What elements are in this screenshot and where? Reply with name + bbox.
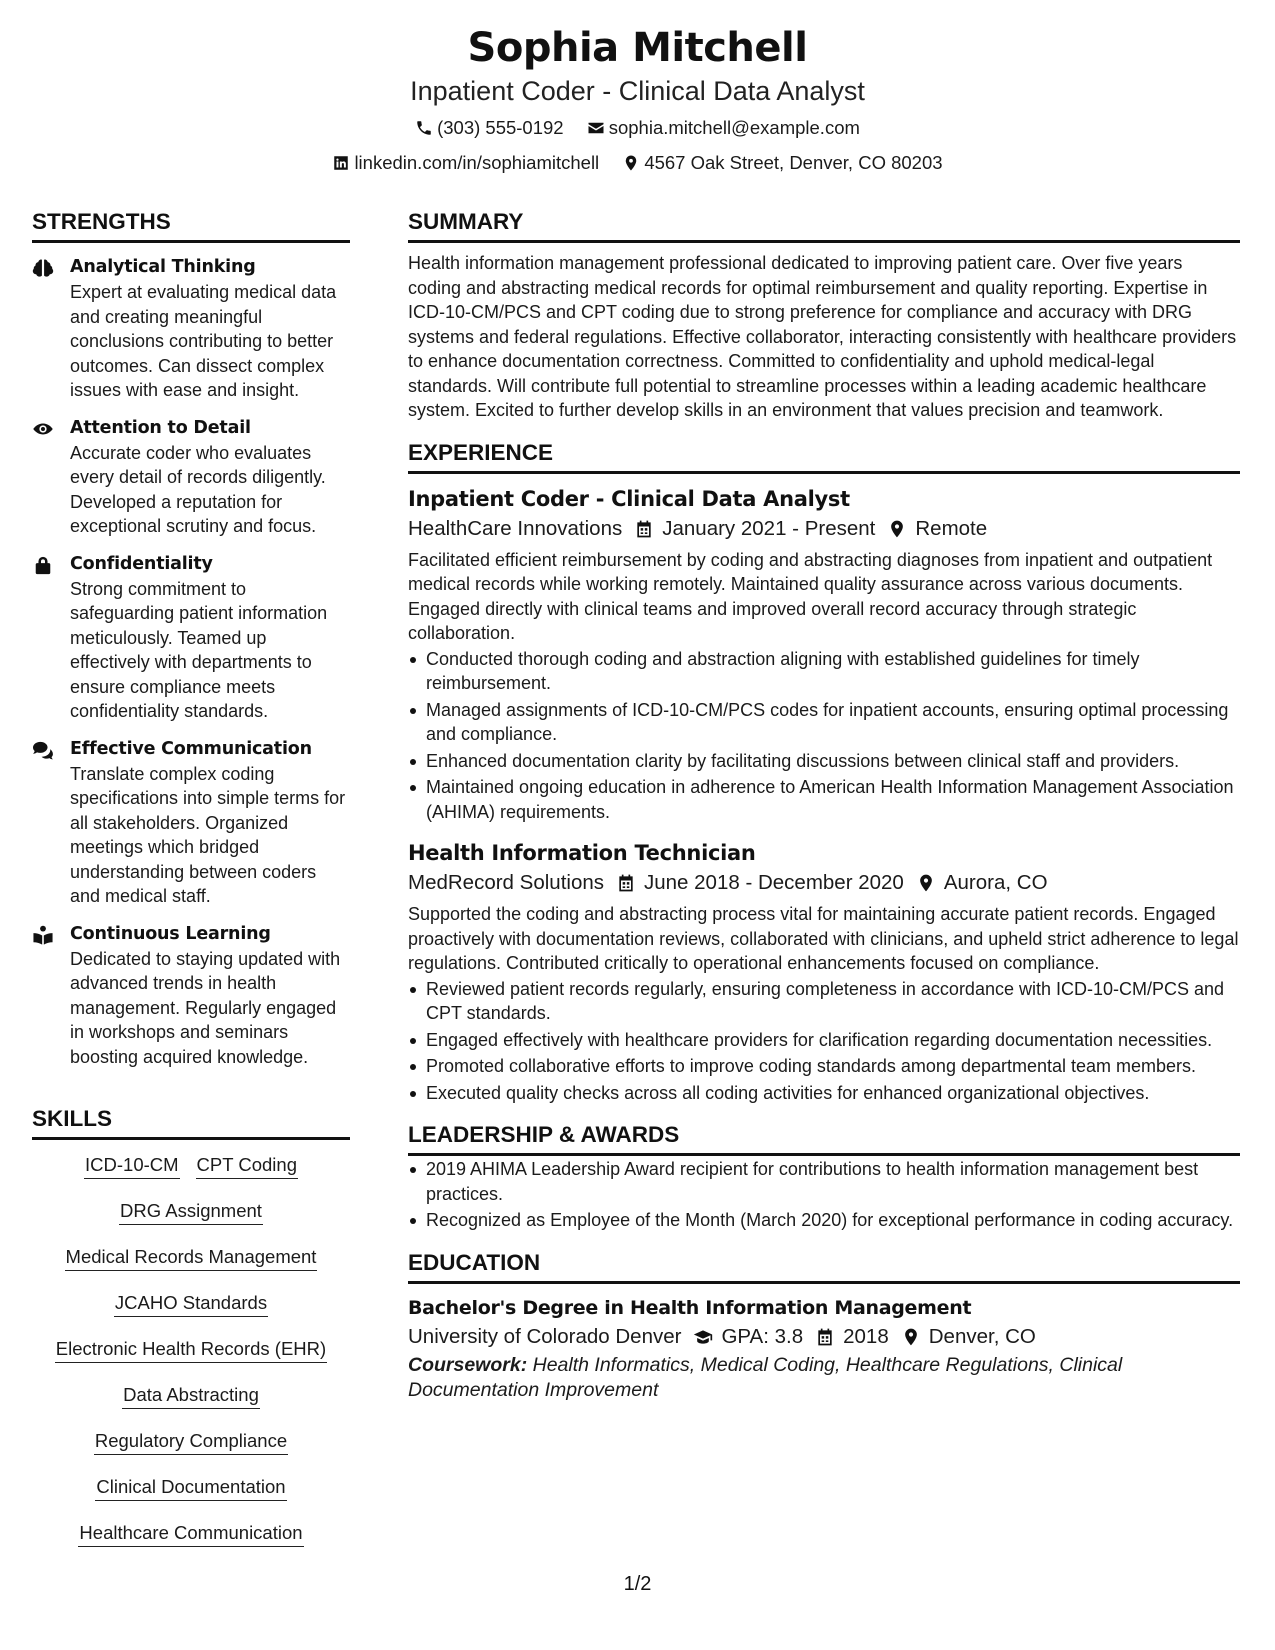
edu-location-item	[901, 1322, 1036, 1352]
envelope-icon	[587, 119, 605, 137]
skill-tag: ICD-10-CM	[84, 1152, 180, 1179]
job-title: Health Information Technician	[408, 841, 756, 865]
resume-header	[0, 22, 1275, 178]
awards-heading: LEADERSHIP & AWARDS	[408, 1121, 1240, 1156]
edu-location: Denver, CO	[928, 1324, 1036, 1348]
graduation-cap-icon	[693, 1327, 713, 1347]
award-item: 2019 AHIMA Leadership Award recipient for contributions to health information management best practices.	[426, 1157, 1240, 1206]
job-dates: June 2018 - December 2020	[644, 871, 904, 894]
education-heading: EDUCATION	[408, 1249, 1240, 1284]
skill-tag: Regulatory Compliance	[94, 1428, 288, 1455]
job-bullets	[408, 977, 1240, 1106]
strength-title: Continuous Learning	[70, 923, 271, 944]
phone-text: (303) 555-0192	[437, 117, 564, 138]
coursework-text: Health Informatics, Medical Coding, Healthcare Regulations, Clinical Documentation Improvement	[408, 1353, 1123, 1401]
right-column	[408, 208, 1240, 1403]
comments-icon	[32, 740, 54, 762]
candidate-title: Inpatient Coder - Clinical Data Analyst	[410, 76, 865, 106]
skill-tag: CPT Coding	[196, 1152, 298, 1179]
education-entry	[408, 1294, 1240, 1403]
job-entry	[408, 484, 1240, 825]
skill-tag: Medical Records Management	[65, 1244, 318, 1271]
skills-list	[32, 1152, 350, 1549]
company-name: MedRecord Solutions	[408, 871, 604, 894]
bullet-item: Reviewed patient records regularly, ensuring completeness in accordance with ICD-10-CM/PCS and CPT standards.	[426, 977, 1240, 1026]
job-description: Supported the coding and abstracting process vital for maintaining accurate patient records. Engaged proactively with documentation reviews, collaborated with clinicians, and upheld strict adherence to legal regulations. Contributed critically to operational enhancements focused on compliance.	[408, 904, 1239, 973]
gpa-text: GPA: 3.8	[721, 1324, 804, 1348]
phone-contact	[415, 116, 564, 140]
skill-tag: JCAHO Standards	[114, 1290, 268, 1317]
email-text[interactable]: sophia.mitchell@example.com	[608, 117, 860, 138]
strength-desc: Dedicated to staying updated with advanced trends in health management. Regularly engaged in workshops and seminars boosting acquired knowledge.	[70, 948, 341, 1067]
calendar-icon	[815, 1327, 835, 1347]
skills-section	[32, 1105, 350, 1549]
contact-row-1	[0, 116, 1275, 143]
strength-title: Analytical Thinking	[70, 257, 256, 277]
degree-title: Bachelor's Degree in Health Information Management	[408, 1296, 972, 1319]
bullet-item: Enhanced documentation clarity by facilitating discussions between clinical staff and providers.	[426, 749, 1240, 774]
strength-title: Confidentiality	[70, 553, 213, 574]
skill-tag: Data Abstracting	[122, 1382, 260, 1409]
left-column	[32, 208, 350, 1566]
address-text: 4567 Oak Street, Denver, CO 80203	[644, 152, 943, 173]
job-dates: January 2021 - Present	[662, 516, 876, 540]
strengths-heading: STRENGTHS	[32, 208, 350, 243]
strengths-list	[32, 255, 350, 1069]
job-title: Inpatient Coder - Clinical Data Analyst	[408, 486, 850, 511]
strength-desc: Strong commitment to safeguarding patient information meticulously. Teamed up effectively with departments to ensure compliance meets confidentiality standards.	[70, 578, 328, 721]
bullet-item: Maintained ongoing education in adherence to American Health Information Management Association (AHIMA) requirements.	[426, 775, 1240, 824]
email-contact[interactable]	[587, 116, 860, 140]
candidate-name: Sophia Mitchell	[467, 25, 808, 71]
strength-desc: Accurate coder who evaluates every detail of records diligently. Developed a reputation for exceptional scrutiny and focus.	[70, 442, 326, 536]
job-dates-item	[616, 868, 904, 898]
summary-heading: SUMMARY	[408, 208, 1240, 243]
coursework	[408, 1353, 1240, 1403]
bullet-item: Managed assignments of ICD-10-CM/PCS codes for inpatient accounts, ensuring optimal processing and compliance.	[426, 698, 1240, 747]
eye-icon	[32, 419, 54, 441]
job-dates-item	[634, 514, 875, 544]
book-reader-icon	[32, 925, 54, 947]
address-contact	[622, 151, 942, 175]
strength-item	[32, 255, 350, 403]
edu-year: 2018	[843, 1324, 889, 1348]
linkedin-icon	[332, 154, 350, 172]
skills-heading: SKILLS	[32, 1105, 350, 1140]
company-name: HealthCare Innovations	[408, 516, 623, 540]
skill-tag: Clinical Documentation	[95, 1474, 286, 1501]
skill-tag: DRG Assignment	[119, 1198, 263, 1225]
bullet-item: Executed quality checks across all coding activities for enhanced organizational objectives.	[426, 1081, 1240, 1106]
linkedin-text[interactable]: linkedin.com/in/sophiamitchell	[354, 152, 600, 173]
bullet-item: Conducted thorough coding and abstraction aligning with established guidelines for timely reimbursement.	[426, 647, 1240, 696]
summary-text: Health information management professional dedicated to improving patient care. Over five years coding and abstracting medical records for optimal reimbursement and quality reporting. Expertise in ICD-10-CM/PCS and CPT coding due to strong preference for compliance and accuracy with DRG systems and federal regulations. Effective collaborator, interacting consistently with healthcare providers to enhance documentation correctness. Committed to confidentiality and uphold medical-legal standards. Will contribute full potential to streamline processes within a leading academic healthcare system. Excited to further develop skills in an environment that values precision and teamwork.	[408, 253, 1237, 420]
brain-icon	[32, 258, 54, 280]
skill-tag: Electronic Health Records (EHR)	[55, 1336, 327, 1363]
job-location: Aurora, CO	[943, 871, 1048, 894]
award-item: Recognized as Employee of the Month (March 2020) for exceptional performance in coding accuracy.	[426, 1208, 1240, 1233]
calendar-icon	[616, 873, 636, 893]
strength-item	[32, 922, 350, 1070]
experience-heading: EXPERIENCE	[408, 439, 1240, 474]
linkedin-contact[interactable]	[332, 151, 599, 175]
job-description: Facilitated efficient reimbursement by coding and abstracting diagnoses from inpatient and outpatient medical records while working remotely. Maintained quality assurance across various documents. Engaged directly with clinical teams and improved overall record accuracy through strategic collaboration.	[408, 549, 1213, 643]
map-marker-icon	[901, 1327, 921, 1347]
strength-title: Attention to Detail	[70, 417, 251, 438]
education-meta	[408, 1322, 1240, 1352]
edu-year-item	[815, 1322, 889, 1352]
school-name: University of Colorado Denver	[408, 1324, 682, 1348]
calendar-icon	[634, 519, 654, 539]
job-meta	[408, 514, 1240, 544]
job-bullets	[408, 647, 1240, 825]
awards-list	[408, 1157, 1240, 1233]
strength-item	[32, 737, 350, 909]
page-number: 1/2	[623, 1573, 652, 1595]
map-marker-icon	[622, 154, 640, 172]
map-marker-icon	[916, 873, 936, 893]
job-entry	[408, 838, 1240, 1105]
job-location: Remote	[915, 516, 988, 540]
job-meta	[408, 868, 1240, 898]
gpa-item	[693, 1322, 803, 1352]
strength-desc: Expert at evaluating medical data and creating meaningful conclusions contributing to better outcomes. Can dissect complex issues with ease and insight.	[70, 282, 337, 400]
strength-item	[32, 552, 350, 724]
lock-icon	[32, 555, 54, 577]
phone-icon	[415, 119, 433, 137]
skill-tag: Healthcare Communication	[78, 1520, 303, 1547]
contact-row-2	[0, 151, 1275, 178]
map-marker-icon	[887, 519, 907, 539]
job-location-item	[916, 868, 1048, 898]
strength-desc: Translate complex coding specifications into simple terms for all stakeholders. Organized meetings which bridged understanding between coders and medical staff.	[70, 763, 346, 906]
coursework-label: Coursework:	[408, 1353, 528, 1376]
strength-title: Effective Communication	[70, 738, 312, 759]
bullet-item: Promoted collaborative efforts to improve coding standards among departmental team members.	[426, 1054, 1240, 1079]
bullet-item: Engaged effectively with healthcare providers for clarification regarding documentation necessities.	[426, 1028, 1240, 1053]
strength-item	[32, 416, 350, 539]
job-location-item	[887, 514, 987, 544]
